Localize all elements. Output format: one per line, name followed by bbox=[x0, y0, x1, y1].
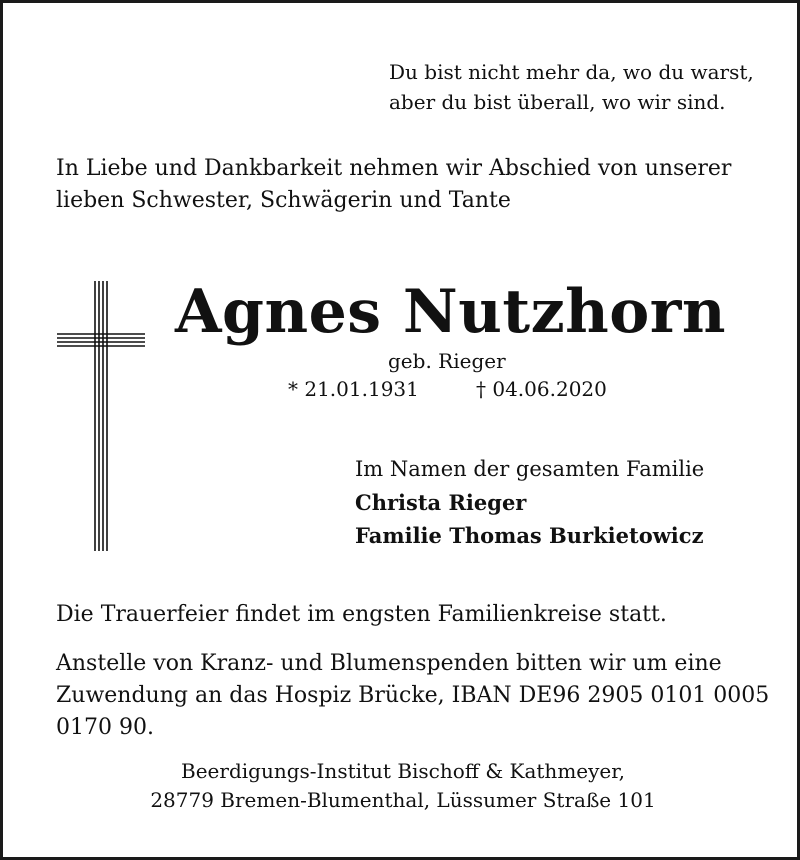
donation-line-3: 0170 90. bbox=[56, 715, 154, 740]
intro-text bbox=[56, 153, 731, 217]
donation-notice bbox=[56, 648, 769, 744]
mourner-1: Christa Rieger bbox=[355, 490, 527, 515]
mourner-2: Familie Thomas Burkietowicz bbox=[355, 523, 704, 548]
family-intro: Im Namen der gesamten Familie bbox=[355, 457, 705, 481]
service-notice: Die Trauerfeier findet im engsten Familienkreise statt. bbox=[56, 602, 667, 627]
funeral-home-line-2: 28779 Bremen-Blumenthal, Lüssumer Straße 101 bbox=[150, 788, 656, 812]
verse-line-2: aber du bist überall, wo wir sind. bbox=[389, 90, 726, 114]
donation-line-2: Zuwendung an das Hospiz Brücke, IBAN DE96 2905 0101 0005 bbox=[56, 683, 770, 708]
donation-line-1: Anstelle von Kranz- und Blumenspenden bitten wir um eine bbox=[56, 651, 722, 676]
death-date: † 04.06.2020 bbox=[476, 377, 607, 401]
funeral-home-line-1: Beerdigungs-Institut Bischoff & Kathmeyer, bbox=[181, 759, 625, 783]
deceased-name: Agnes Nutzhorn bbox=[174, 277, 727, 347]
birth-date: * 21.01.1931 bbox=[288, 377, 419, 401]
verse bbox=[389, 57, 754, 117]
verse-line-1: Du bist nicht mehr da, wo du warst, bbox=[389, 60, 754, 84]
maiden-name: geb. Rieger bbox=[388, 349, 506, 373]
intro-line-1: In Liebe und Dankbarkeit nehmen wir Abschied von unserer bbox=[56, 156, 732, 181]
funeral-home bbox=[3, 757, 800, 815]
family-signature bbox=[355, 453, 704, 552]
intro-line-2: lieben Schwester, Schwägerin und Tante bbox=[56, 188, 511, 213]
